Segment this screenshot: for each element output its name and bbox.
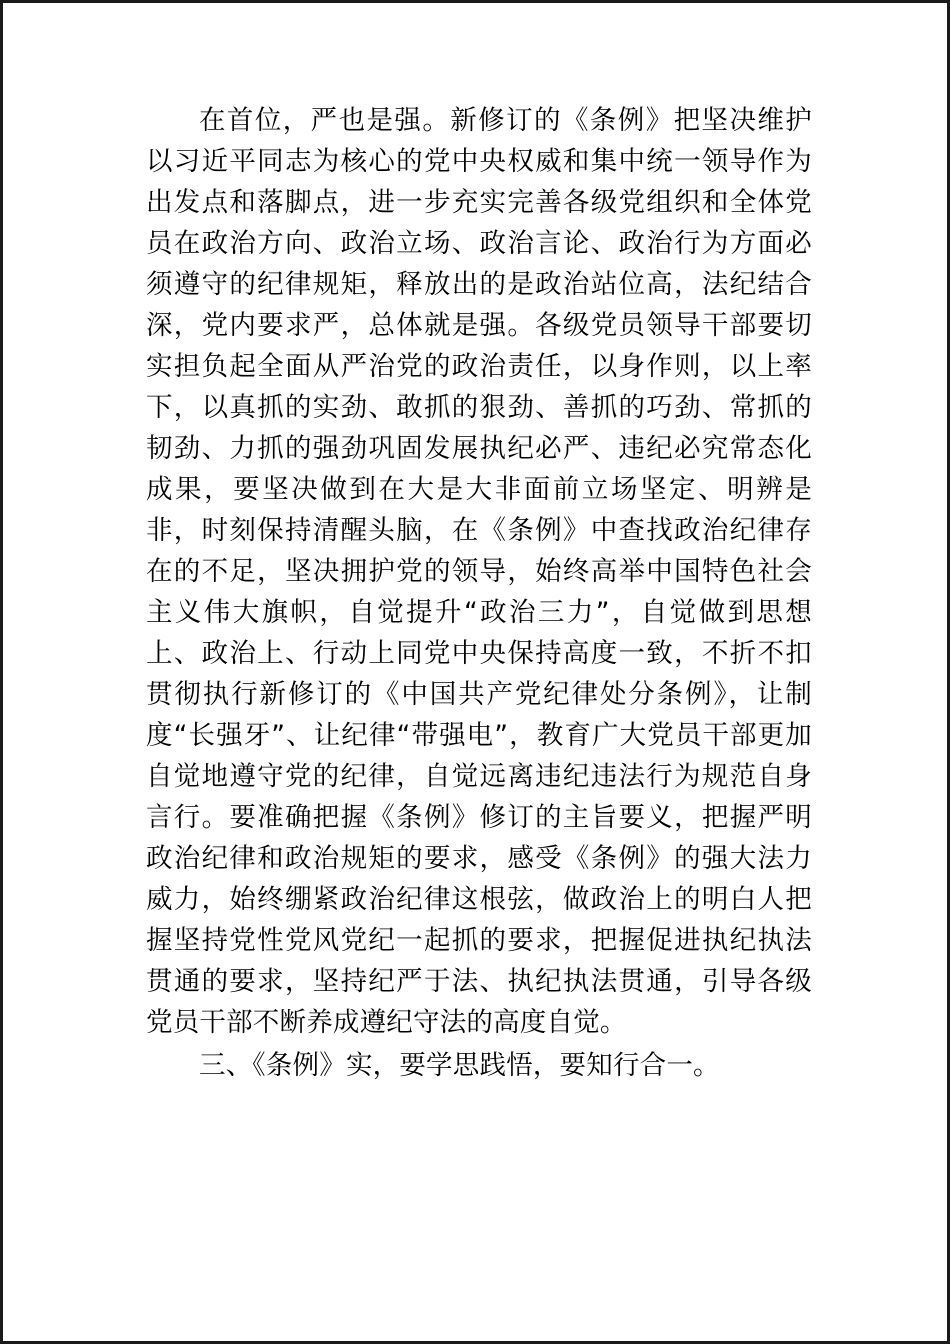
paragraph-2: 三、《条例》实，要学思践悟，要知行合一。 — [199, 1050, 720, 1081]
paragraph-1: 在首位，严也是强。新修订的《条例》把坚决维护以习近平同志为核心的党中央权威和集中统一领导作为出发点和落脚点，进一步充实完善各级党组织和全体党员在政治方向、政治立场、政治言论、政治行为方面必须遵守的纪律规矩，释放出的是政治站位高，法纪结合深，党内要求严，总体就是强。各级党员领导干部要切实担负起全面从严治党的政治责任，以身作则，以上率下，以真抓的实劲、敢抓的狠劲、善抓的巧劲、常抓的韧劲、力抓的强劲巩固发展执纪必严、违纪必究常态化成果，要坚决做到在大是大非面前立场坚定、明辨是非，时刻保持清醒头脑，在《条例》中查找政治纪律存在的不足，坚决拥护党的领导，始终高举中国特色社会主义伟大旗帜，自觉提升“政治三力”，自觉做到思想上、政治上、行动上同党中央保持高度一致，不折不扣贯彻执行新修订的《中国共产党纪律处分条例》，让制度“长强牙”、让纪律“带强电”，教育广大党员干部更加自觉地遵守党的纪律，自觉远离违纪违法行为规范自身言行。要准确把握《条例》修订的主旨要义，把握严明政治纪律和政治规矩的要求，感受《条例》的强大法力威力，始终绷紧政治纪律这根弦，做政治上的明白人把握坚持党性党风党纪一起抓的要求，把握促进执纪执法贯通的要求，坚持纪严于法、执纪执法贯通，引导各级党员干部不断养成遵纪守法的高度自觉。 — [146, 105, 812, 1038]
document-body — [146, 100, 812, 1086]
